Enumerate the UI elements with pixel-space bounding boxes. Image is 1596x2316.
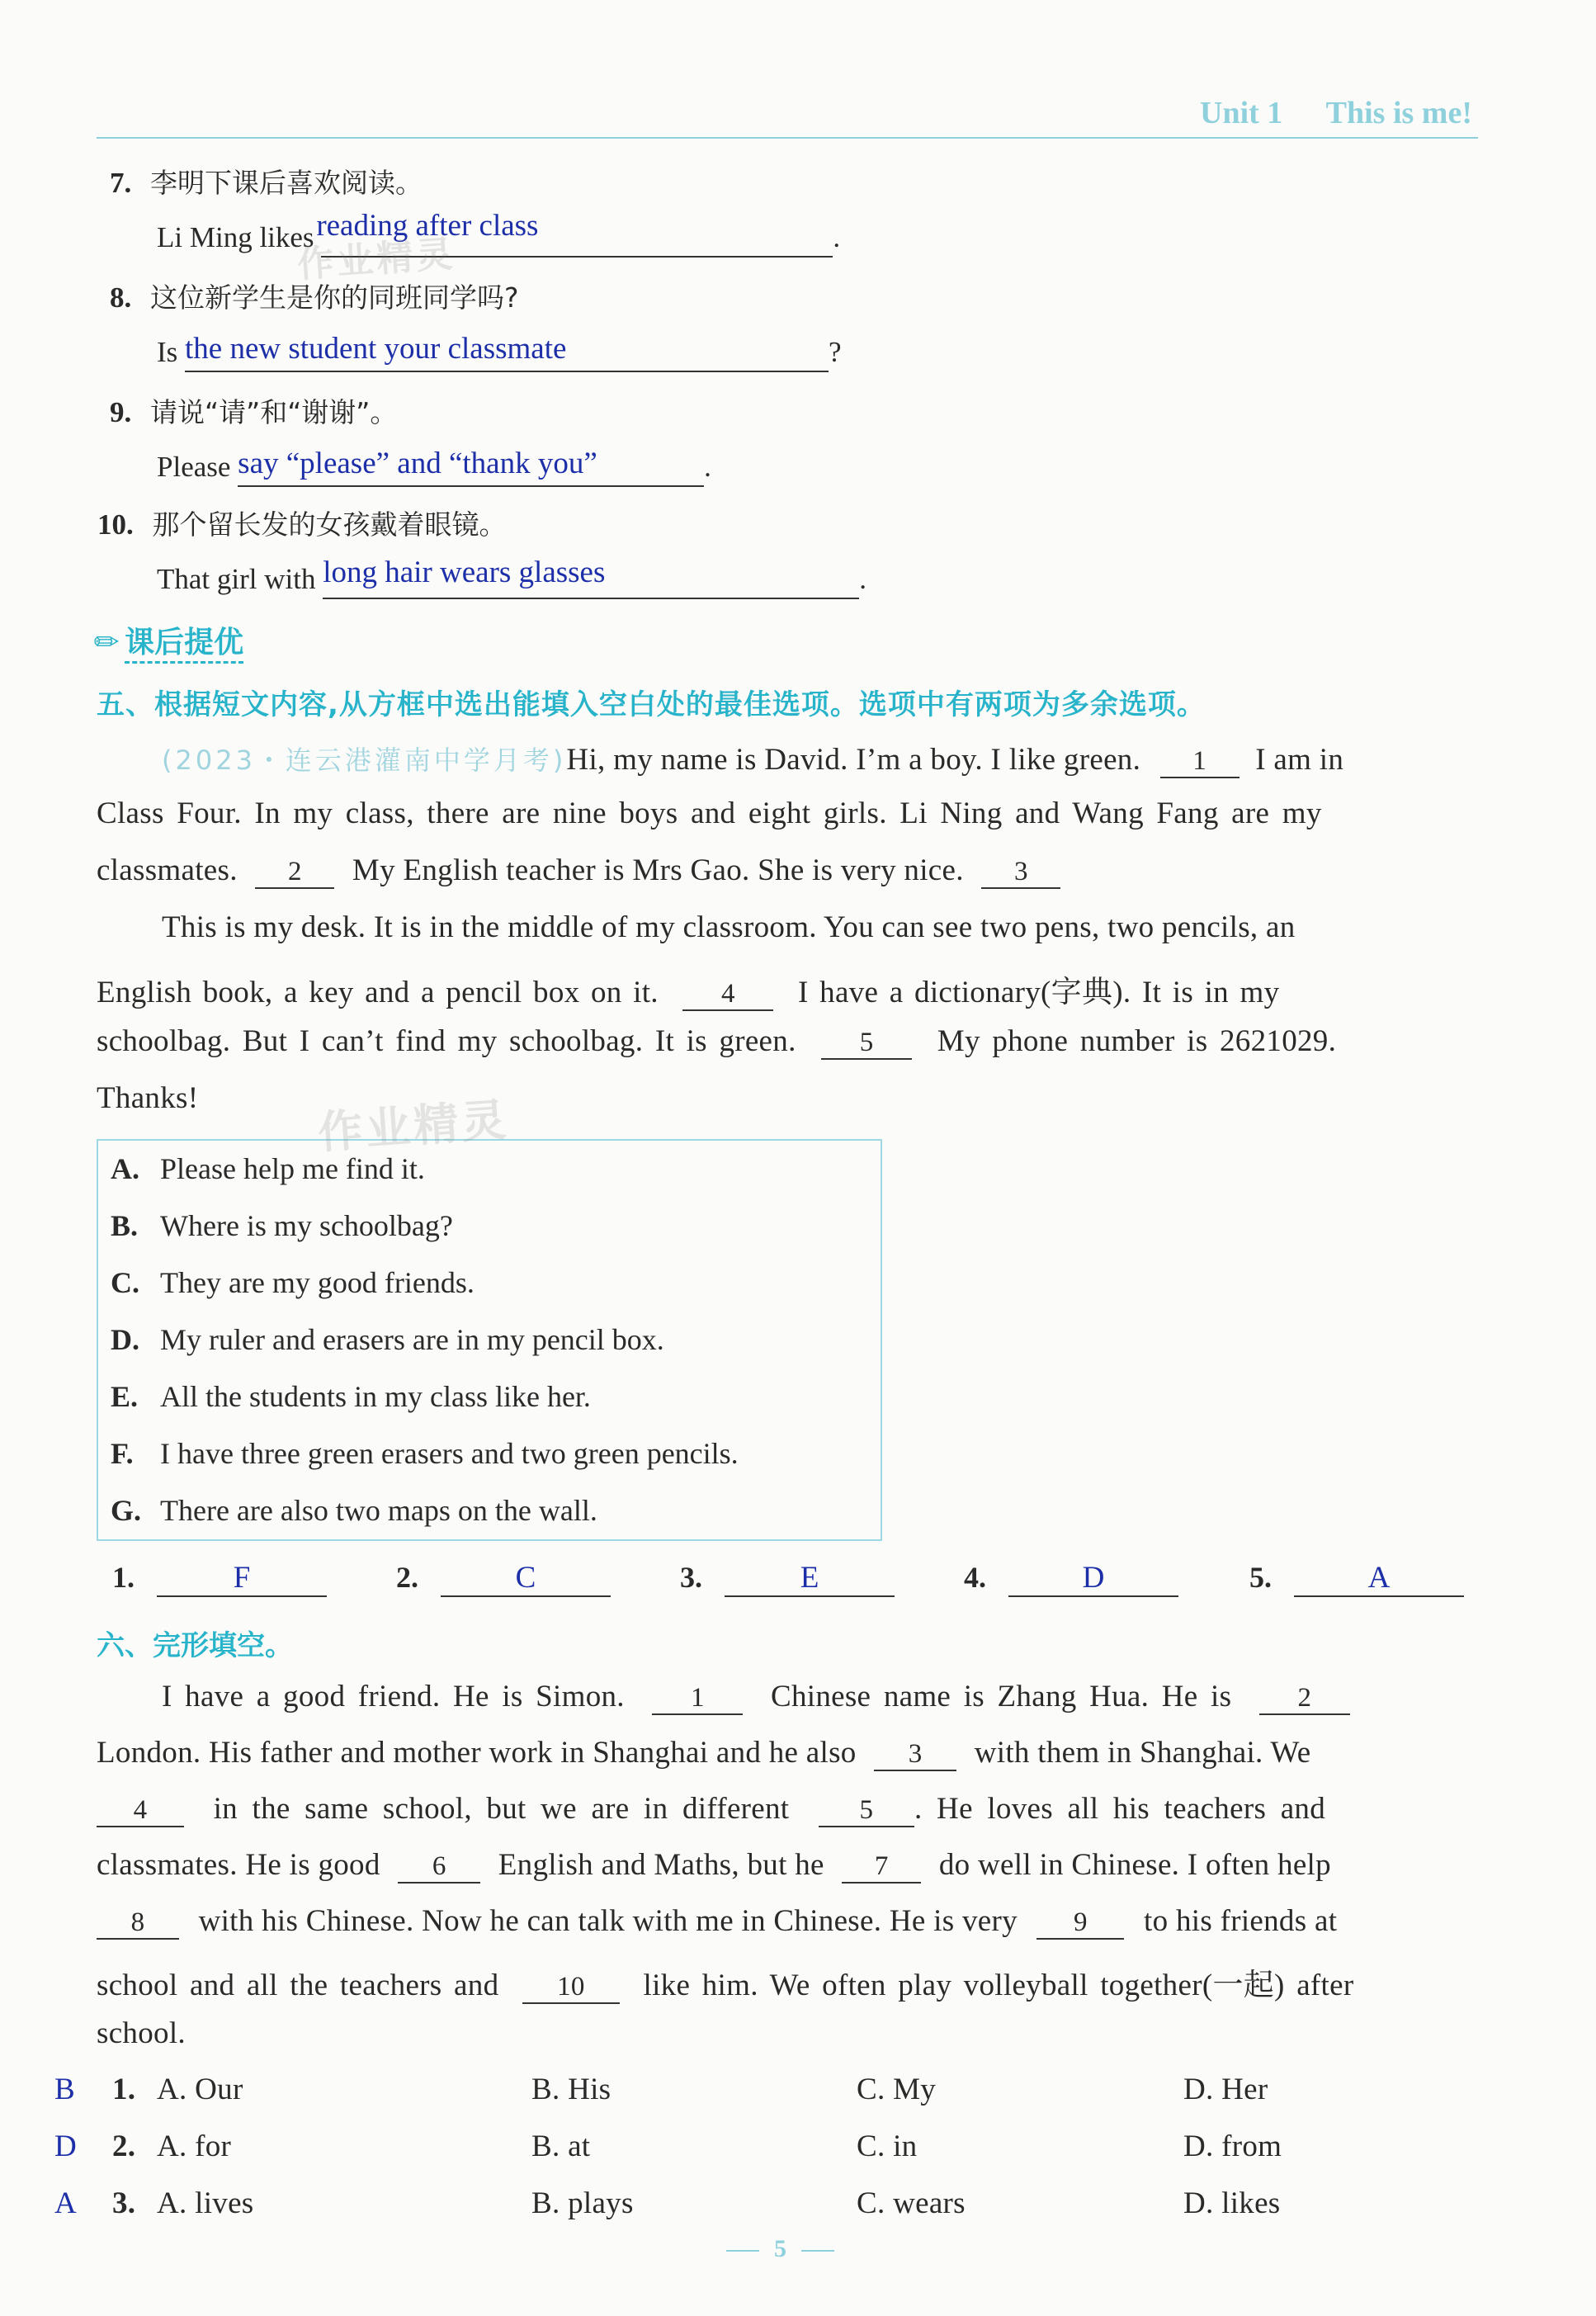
translation-10-cn: 10. 那个留长发的女孩戴着眼镜。: [97, 508, 507, 541]
section6-line-1: I have a good friend. He is Simon. 1 Chinese name is Zhang Hua. He is 2: [162, 1679, 1350, 1715]
option-d: D. My ruler and erasers are in my pencil box.: [111, 1323, 664, 1356]
page-footer: [726, 2235, 834, 2263]
cloze-question-2: D 2. A. for B. at C. in D. from: [54, 2129, 1282, 2163]
answer-row-5-4: 4. D: [964, 1560, 1178, 1597]
pencil-icon: ✎: [86, 622, 129, 664]
answer-blank-7: reading after class: [321, 220, 833, 258]
passage-blank-3: 3: [981, 857, 1060, 889]
answer-blank-10: long hair wears glasses: [323, 561, 859, 599]
header-unit: Unit 1: [1200, 96, 1283, 130]
section5-line-2: Class Four. In my class, there are nine boys and eight girls. Li Ning and Wang Fang are my: [97, 796, 1322, 830]
cloze-blank-9: 9: [1036, 1907, 1124, 1940]
answer-field-5-2: C: [441, 1560, 611, 1597]
answer-row-5-3: 3. E: [680, 1560, 895, 1597]
option-g: G. There are also two maps on the wall.: [111, 1494, 597, 1527]
cloze-blank-7: 7: [842, 1851, 921, 1884]
section6-line-4: classmates. He is good 6 English and Maths, but he 7 do well in Chinese. I often help: [97, 1848, 1331, 1882]
answer-row-5-1: 1. F: [112, 1560, 327, 1597]
translation-7-en: Li Ming likes reading after class .: [157, 220, 840, 258]
passage-blank-2: 2: [255, 857, 334, 889]
cloze-blank-3: 3: [874, 1739, 956, 1771]
answer-blank-9: say “please” and “thank you”: [238, 449, 704, 487]
page-number: 5: [774, 2235, 786, 2262]
passage-blank-5: 5: [821, 1028, 912, 1060]
handwritten-answer-1: B: [54, 2073, 75, 2106]
cloze-blank-10: 10: [522, 1972, 620, 2004]
section5-line-6: schoolbag. But I can’t find my schoolbag. It is green. 5 My phone number is 2621029.: [97, 1024, 1337, 1058]
cloze-blank-6: 6: [398, 1851, 480, 1884]
running-header: [1200, 95, 1472, 131]
handwritten-answer-3: A: [54, 2186, 78, 2220]
translation-9-cn: 9. 请说“请”和“谢谢”。: [110, 396, 398, 428]
translation-8-cn: 8. 这位新学生是你的同班同学吗?: [110, 281, 519, 314]
translation-10-en: That girl with long hair wears glasses .: [157, 561, 866, 599]
answer-row-5-2: 2. C: [396, 1560, 611, 1597]
cloze-blank-4: 4: [97, 1795, 184, 1827]
passage-blank-4: 4: [682, 979, 773, 1011]
translation-9-en: Please say “please” and “thank you” .: [157, 449, 711, 487]
cloze-blank-5: 5: [819, 1795, 914, 1827]
section6-heading: 六、完形填空。: [97, 1629, 293, 1662]
header-rule: [97, 137, 1478, 139]
answer-blank-8: the new student your classmate: [185, 334, 829, 372]
section6-line-7: school.: [97, 2016, 186, 2050]
section6-line-3: 4 in the same school, but we are in different 5 . He loves all his teachers and: [97, 1791, 1325, 1827]
answer-field-5-1: F: [157, 1560, 327, 1597]
section6-line-2: London. His father and mother work in Shanghai and he also 3 with them in Shanghai. We: [97, 1736, 1311, 1770]
answer-row-5-5: 5. A: [1249, 1560, 1464, 1597]
section5-line-3: classmates. 2 My English teacher is Mrs Gao. She is very nice. 3: [97, 853, 1060, 889]
answer-field-5-4: D: [1008, 1560, 1178, 1597]
watermark-2: 作业精灵: [316, 1093, 512, 1160]
answer-field-5-3: E: [725, 1560, 895, 1597]
cloze-blank-8: 8: [97, 1907, 179, 1940]
section5-line-5: English book, a key and a pencil box on it. 4 I have a dictionary(字典). It is in my: [97, 976, 1280, 1009]
section6-line-6: school and all the teachers and 10 like him. We often play volleyball together(一起) after: [97, 1969, 1354, 2002]
passage-blank-1: 1: [1160, 746, 1239, 778]
option-c: C. They are my good friends.: [111, 1266, 475, 1299]
watermark-1: 作业精灵: [295, 233, 457, 286]
cloze-question-3: A 3. A. lives B. plays C. wears D. likes: [54, 2186, 1281, 2220]
translation-8-en: Is the new student your classmate ?: [157, 334, 842, 372]
section-marker-after-class: ✎课后提优: [86, 622, 244, 664]
cloze-question-1: B 1. A. Our B. His C. My D. Her: [54, 2073, 1268, 2106]
section5-line-7: Thanks!: [97, 1081, 199, 1115]
section6-line-5: 8 with his Chinese. Now he can talk with me in Chinese. He is very 9 to his friends at: [97, 1903, 1337, 1940]
source-label: (2023・连云港灌南中学月考): [162, 744, 567, 776]
section5-heading: 五、根据短文内容,从方框中选出能填入空白处的最佳选项。选项中有两项为多余选项。: [97, 688, 1206, 721]
section5-line-1: (2023・连云港灌南中学月考)Hi, my name is David. I’m a boy. I like green. 1 I am in: [162, 743, 1344, 777]
section5-line-4: This is my desk. It is in the middle of my classroom. You can see two pens, two pencils, an: [162, 910, 1296, 944]
option-a: A. Please help me find it.: [111, 1152, 425, 1185]
cloze-blank-2: 2: [1259, 1683, 1350, 1715]
option-b: B. Where is my schoolbag?: [111, 1209, 453, 1242]
option-e: E. All the students in my class like her.: [111, 1380, 591, 1413]
option-f: F. I have three green erasers and two green pencils.: [111, 1437, 739, 1470]
translation-7-cn: 7. 李明下课后喜欢阅读。: [110, 167, 423, 199]
answer-field-5-5: A: [1294, 1560, 1464, 1597]
cloze-blank-1: 1: [652, 1683, 743, 1715]
header-title: This is me!: [1325, 96, 1472, 130]
handwritten-answer-2: D: [54, 2129, 78, 2163]
